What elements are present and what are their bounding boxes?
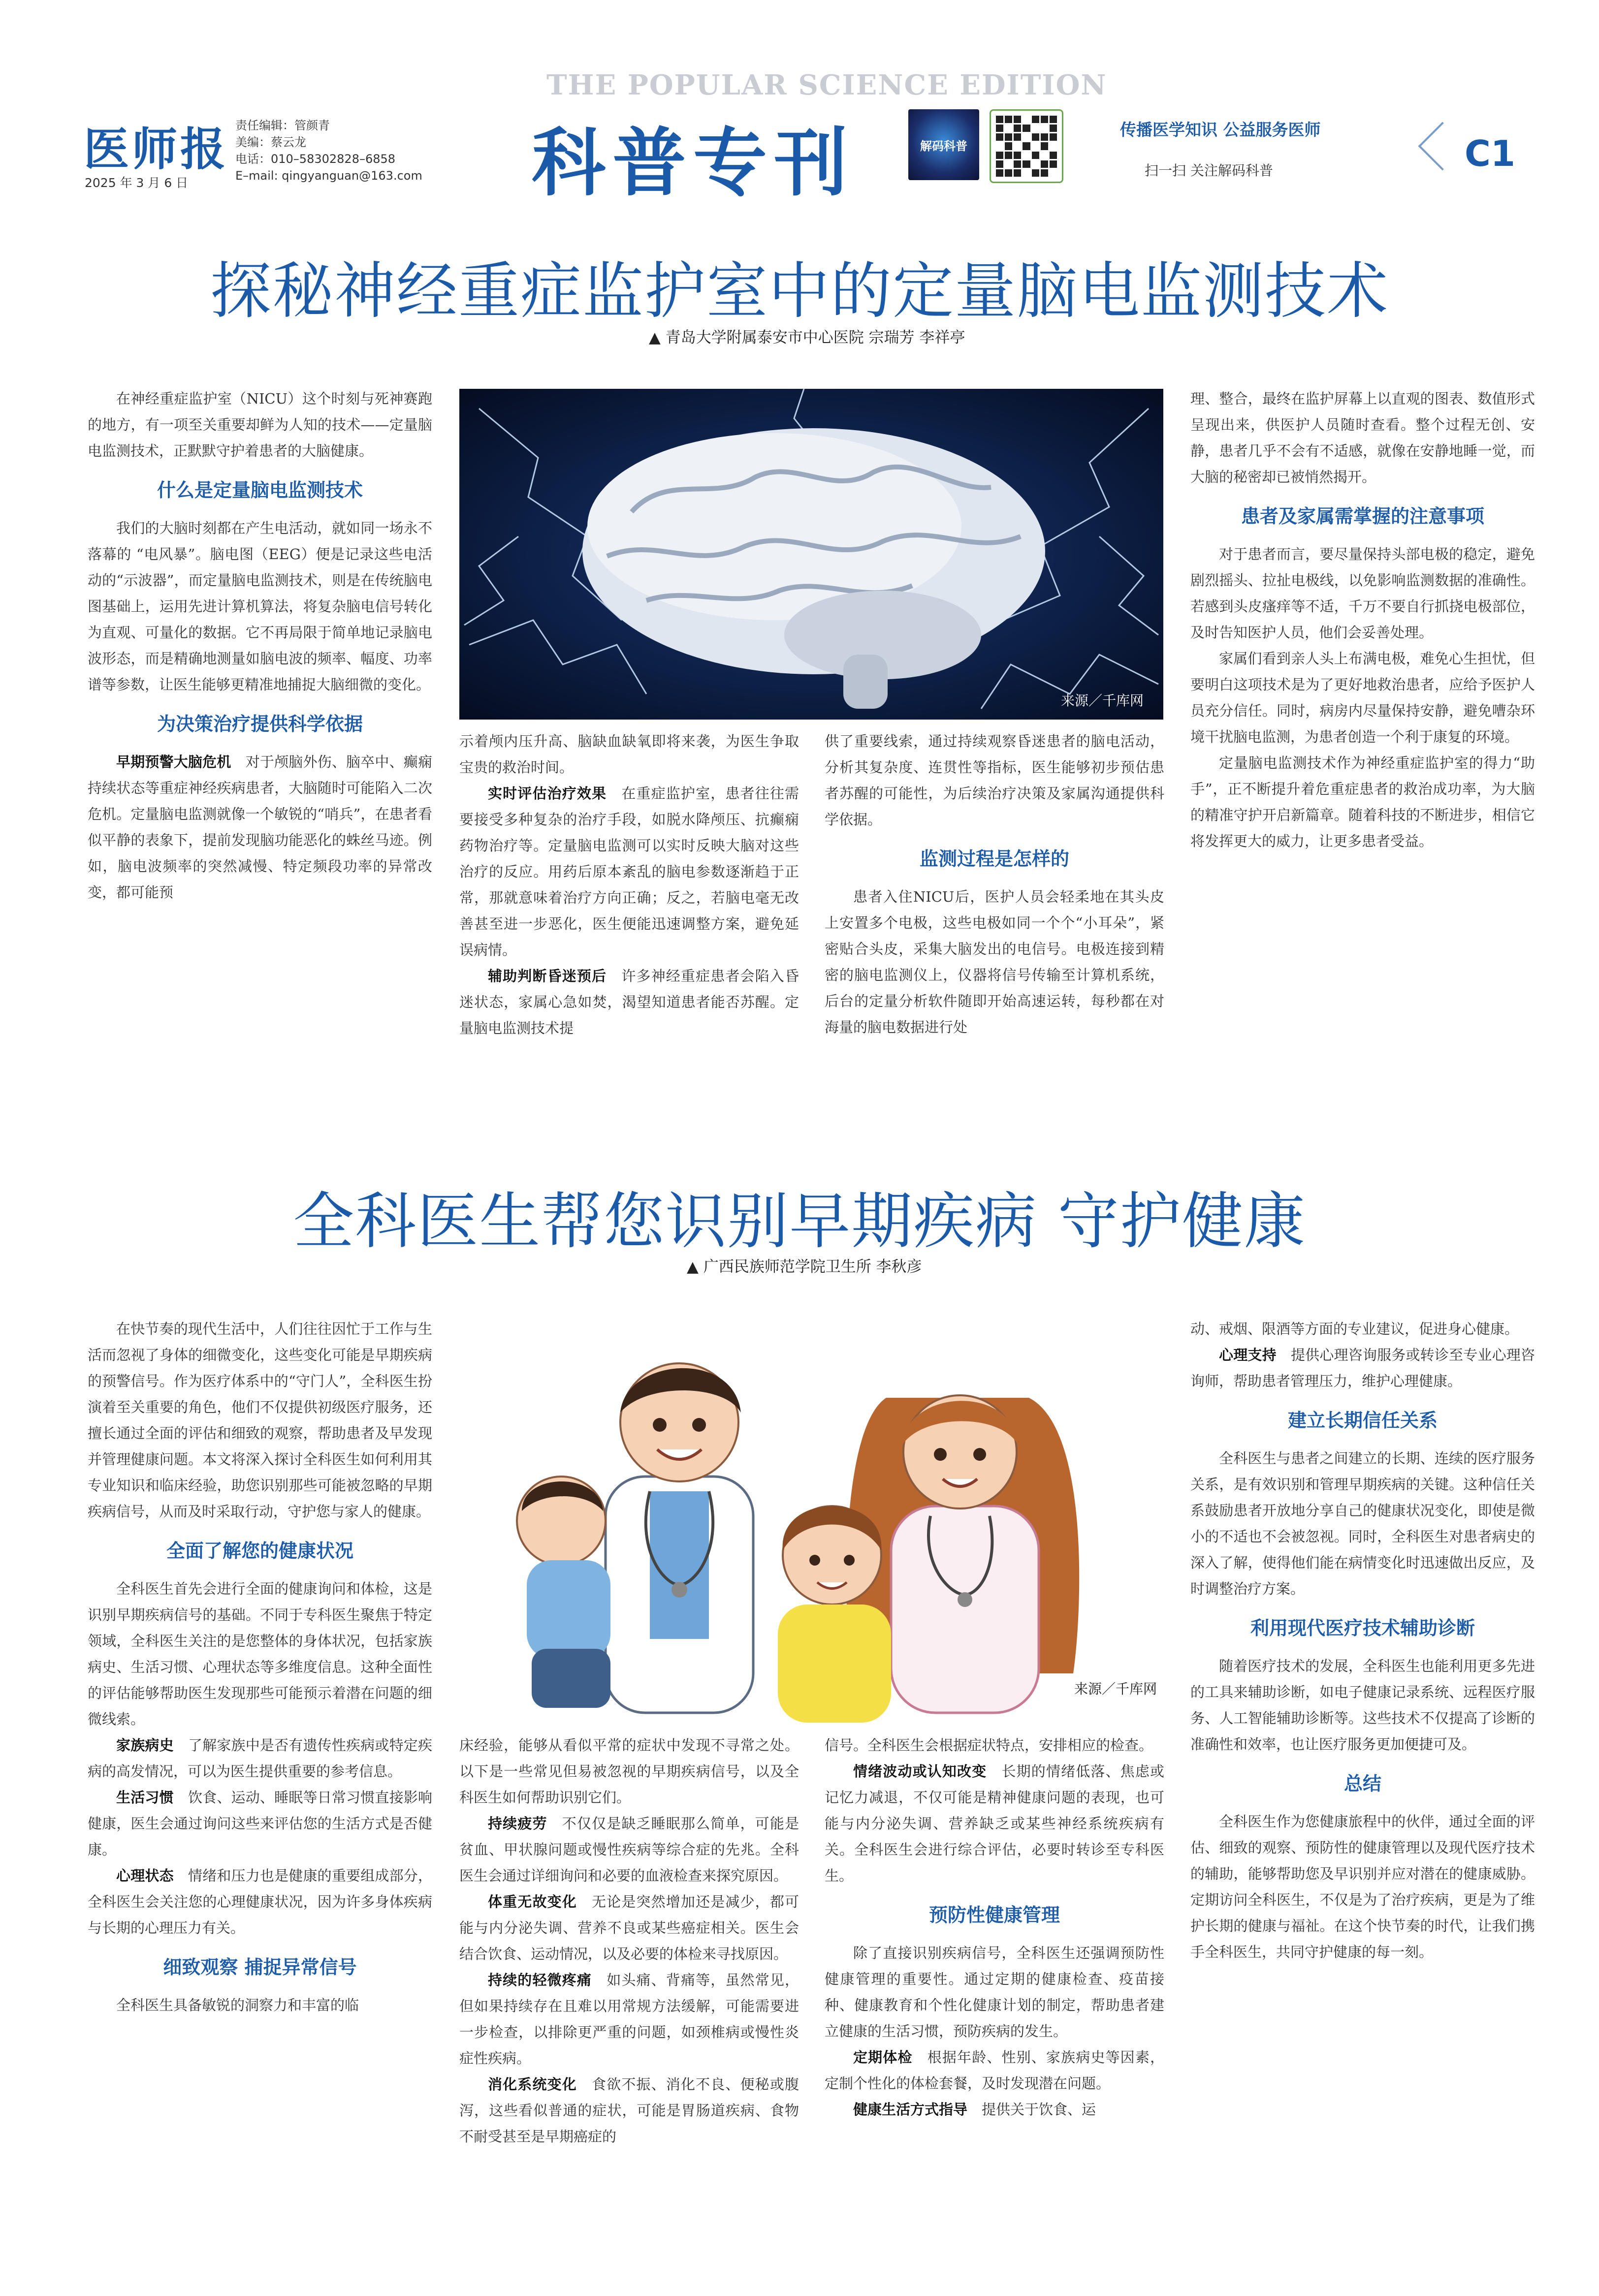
- family-svg: [458, 1329, 1167, 1723]
- paragraph: [459, 963, 799, 1041]
- lead-term: 健康生活方式指导: [853, 2101, 968, 2118]
- paragraph: [88, 749, 432, 906]
- paragraph-text: 如头痛、背痛等，虽然常见，但如果持续存在且难以用常规方法缓解，可能需要进一步检查，以排除更严重的问题，如颈椎病或慢性炎症性疾病。: [459, 1972, 799, 2067]
- lead-term: 辅助判断昏迷预后: [488, 968, 607, 984]
- article1-title: 探秘神经重症监护室中的定量脑电监测技术: [210, 256, 1389, 327]
- subheading: 细致观察 捕捉异常信号: [163, 1956, 357, 1978]
- promo-image: [908, 109, 979, 180]
- article2-column-4: [1190, 1316, 1535, 1965]
- editor-line: 美编：蔡云龙: [235, 135, 306, 149]
- article1-byline: ▲ 青岛大学附属泰安市中心医院 宗瑞芳 李祥亭: [649, 329, 965, 346]
- section-title: 科普专刊: [532, 121, 855, 206]
- paragraph: 我们的大脑时刻都在产生电活动，就如同一场永不落幕的 “电风暴”。脑电图（EEG）便是记录这些电活动的“示波器”，而定量脑电监测技术，则是在传统脑电图基础上，运用先进计算机算法，将复杂脑电信号转化为直观、可量化的数据。它不再局限于简单地记录脑电波形态，而是精确地测量如脑电波的频率、幅度、功率谱等参数，让医生能够更精准地捕捉大脑细微的变化。: [88, 520, 432, 693]
- qr-code-icon[interactable]: [990, 109, 1063, 183]
- paragraph-text: 根据年龄、性别、家族病史等因素，定制个性化的体检套餐，及时发现潜在问题。: [825, 2049, 1164, 2092]
- article2-column-2: [459, 1732, 799, 2150]
- lead-term: 生活习惯: [116, 1789, 174, 1806]
- subheading: 总结: [1343, 1773, 1381, 1794]
- paragraph: 全科医生作为您健康旅程中的伙伴，通过全面的评估、细致的观察、预防性的健康管理以及现代医疗技术的辅助，能够帮助您及早识别并应对潜在的健康威胁。定期访问全科医生，不仅是为了治疗疾病，更是为了维护长期的健康与福祉。在这个快节奏的时代，让我们携手全科医生，共同守护健康的每一刻。: [1190, 1813, 1535, 1960]
- paragraph: [825, 2044, 1164, 2097]
- figure-credit: 来源／千库网: [1074, 1681, 1157, 1697]
- editor-info: [235, 117, 422, 184]
- paragraph: 家属们看到亲人头上布满电极，难免心生担忧，但要明白这项技术是为了更好地救治患者，应给予医护人员充分信任。同时，病房内尽量保持安静，避免嘈杂环境干扰脑电监测，为患者创造一个利于康复的环境。: [1190, 650, 1535, 745]
- paragraph-text: 情绪和压力也是健康的重要组成部分，全科医生会关注您的心理健康状况，因为许多身体疾病与长期的心理压力有关。: [88, 1867, 432, 1936]
- editor-line: 责任编辑：管颜青: [235, 119, 330, 132]
- subheading: 建立长期信任关系: [1287, 1410, 1438, 1431]
- paragraph: 信号。全科医生会根据症状特点，安排相应的检查。: [825, 1737, 1153, 1754]
- paragraph-text: 长期的情绪低落、焦虑或记忆力减退，不仅可能是精神健康问题的表现，也可能与内分泌失调、营养缺乏或某些神经系统疾病有关。全科医生会进行综合评估，必要时转诊至专科医生。: [825, 1763, 1164, 1884]
- paragraph: 全科医生与患者之间建立的长期、连续的医疗服务关系，是有效识别和管理早期疾病的关键。这种信任关系鼓励患者开放地分享自己的健康状况变化，即使是微小的不适也不会被忽视。同时，全科医生对患者病史的深入了解，使得他们能在病情变化时迅速做出反应，及时调整治疗方案。: [1190, 1450, 1535, 1597]
- lead-term: 持续疲劳: [488, 1815, 547, 1832]
- paragraph-text: 食欲不振、消化不良、便秘或腹泻，这些看似普通的症状，可能是胃肠道疾病、食物不耐受甚至是早期癌症的: [459, 2076, 799, 2145]
- lead-term: 体重无故变化: [488, 1893, 577, 1910]
- lead-term: 早期预警大脑危机: [116, 754, 231, 770]
- publication-date: 2025 年 3 月 6 日: [85, 176, 189, 190]
- editor-line: 电话：010–58302828–6858: [235, 152, 396, 166]
- slogan: 传播医学知识 公益服务医师: [1120, 120, 1321, 139]
- lead-term: 家族病史: [116, 1737, 174, 1754]
- paragraph: 全科医生具备敏锐的洞察力和丰富的临: [116, 1997, 359, 2013]
- paragraph: [88, 1863, 432, 1941]
- paragraph: 动、戒烟、限酒等方面的专业建议，促进身心健康。: [1190, 1321, 1519, 1337]
- newspaper-logo: 医师报: [84, 123, 229, 176]
- subheading: 为决策治疗提供科学依据: [157, 713, 363, 735]
- paragraph: 对于患者而言，要尽量保持头部电极的稳定，避免剧烈摇头、拉扯电极线，以免影响监测数据的准确性。若感到头皮瘙痒等不适，千万不要自行抓挠电极部位，及时告知医护人员，他们会妥善处理。: [1190, 546, 1535, 641]
- article1-column-4: [1190, 386, 1535, 854]
- article1-column-1: [88, 386, 432, 906]
- paragraph-text: 对于颅脑外伤、脑卒中、癫痫持续状态等重症神经疾病患者，大脑随时可能陷入二次危机。定量脑电监测就像一个敏锐的“哨兵”，在患者看似平静的表象下，提前发现脑功能恶化的蛛丝马迹。例如，脑电波频率的突然减慢、特定频段功率的异常改变，都可能预: [88, 754, 432, 901]
- paragraph: 患者入住NICU后，医护人员会轻柔地在其头皮上安置多个电极，这些电极如同一个个“小耳朵”，紧密贴合头皮，采集大脑发出的电信号。电极连接到精密的脑电监测仪上，仪器将信号传输至计算机系统，后台的定量分析软件随即开始高速运转，每秒都在对海量的脑电数据进行处: [825, 888, 1164, 1036]
- paragraph: 示着颅内压升高、脑缺血缺氧即将来袭，为医生争取宝贵的救治时间。: [459, 733, 799, 776]
- editor-line: E–mail: qingyanguan@163.com: [235, 169, 422, 183]
- paragraph: 供了重要线索，通过持续观察昏迷患者的脑电活动，分析其复杂度、连贯性等指标，医生能够初步预估患者苏醒的可能性，为后续治疗决策及家属沟通提供科学依据。: [825, 733, 1164, 828]
- article2-byline: ▲ 广西民族师范学院卫生所 李秋彦: [687, 1258, 922, 1276]
- lead-term: 实时评估治疗效果: [488, 785, 607, 802]
- paragraph-text: 提供心理咨询服务或转诊至专业心理咨询师，帮助患者管理压力，维护心理健康。: [1190, 1347, 1535, 1389]
- paragraph-text: 提供关于饮食、运: [982, 2101, 1096, 2118]
- paragraph-text: 不仅仅是缺乏睡眠那么简单，可能是贫血、甲状腺问题或慢性疾病等综合症的先兆。全科医生会通过详细询问和必要的血液检查来探究原因。: [459, 1815, 799, 1884]
- scan-hint: 扫一扫 关注解码科普: [1145, 162, 1273, 179]
- figure-credit: 来源／千库网: [1060, 692, 1144, 709]
- article2-column-1: [88, 1316, 432, 2018]
- subheading: 什么是定量脑电监测技术: [157, 479, 363, 501]
- subheading: 监测过程是怎样的: [919, 848, 1069, 870]
- lead-term: 持续的轻微疼痛: [488, 1972, 592, 1988]
- paragraph: [459, 1811, 799, 1889]
- promo-label: 解码科普: [920, 139, 967, 153]
- paragraph: 理、整合，最终在监护屏幕上以直观的图表、数值形式呈现出来，供医护人员随时查看。整个过程无创、安静，患者几乎不会有不适感，就像在安静地睡一觉，而大脑的秘密却已被悄然揭开。: [1190, 390, 1535, 485]
- paragraph: 全科医生首先会进行全面的健康询问和体检，这是识别早期疾病信号的基础。不同于专科医生聚焦于特定领域，全科医生关注的是您整体的身体状况，包括家族病史、生活习惯、心理状态等多维度信息。这种全面性的评估能够帮助医生发现那些可能预示着潜在问题的细微线索。: [88, 1580, 432, 1728]
- paragraph: [1190, 1342, 1535, 1394]
- paragraph-text: 无论是突然增加还是减少，都可能与内分泌失调、营养不良或某些癌症相关。医生会结合饮食、运动情况，以及必要的体检来寻找原因。: [459, 1893, 799, 1962]
- page-number: C1: [1465, 133, 1515, 174]
- edition-title-en: THE POPULAR SCIENCE EDITION: [546, 69, 1107, 101]
- paragraph: [459, 781, 799, 963]
- doctor-family-illustration: [458, 1329, 1167, 1723]
- paragraph-text: 饮食、运动、睡眠等日常习惯直接影响健康，医生会通过询问这些来评估您的生活方式是否健康。: [88, 1789, 432, 1858]
- article2-column-3: [825, 1732, 1164, 2123]
- subheading: 利用现代医疗技术辅助诊断: [1250, 1617, 1475, 1639]
- paragraph: [459, 1967, 799, 2072]
- brain-illustration: [459, 389, 1163, 720]
- article2-title: 全科医生帮您识别早期疾病 守护健康: [293, 1186, 1306, 1257]
- paragraph: [88, 1785, 432, 1863]
- paragraph: 在快节奏的现代生活中，人们往往因忙于工作与生活而忽视了身体的细微变化，这些变化可能是早期疾病的预警信号。作为医疗体系中的“守门人”，全科医生扮演着至关重要的角色，他们不仅提供初级医疗服务，还擅长通过全面的评估和细致的观察，帮助患者及早发现并管理健康问题。本文将深入探讨全科医生如何利用其专业知识和临床经验，助您识别那些可能被忽略的早期疾病信号，从而及时采取行动，守护您与家人的健康。: [88, 1321, 432, 1520]
- chevron-left-icon: [1418, 122, 1467, 171]
- paragraph: 在神经重症监护室（NICU）这个时刻与死神赛跑的地方，有一项至关重要却鲜为人知的技术——定量脑电监测技术，正默默守护着患者的大脑健康。: [88, 390, 432, 459]
- paragraph-text: 了解家族中是否有遗传性疾病或特定疾病的高发情况，可以为医生提供重要的参考信息。: [88, 1737, 432, 1780]
- paragraph: [825, 2097, 1164, 2123]
- article1-column-3: [825, 728, 1164, 1040]
- lead-term: 心理状态: [116, 1867, 174, 1884]
- paragraph: 随着医疗技术的发展，全科医生也能利用更多先进的工具来辅助诊断，如电子健康记录系统、远程医疗服务、人工智能辅助诊断等。这些技术不仅提高了诊断的准确性和效率，也让医疗服务更加便捷可及。: [1190, 1658, 1535, 1753]
- brain-lightning-svg: [459, 389, 1163, 720]
- lead-term: 消化系统变化: [488, 2076, 577, 2093]
- paragraph-text: 在重症监护室，患者往往需要接受多种复杂的治疗手段，如脱水降颅压、抗癫痫药物治疗等。定量脑电监测可以实时反映大脑对这些治疗的反应。用药后原本紊乱的脑电参数逐渐趋于正常，那就意味着治疗方向正确；反之，若脑电毫无改善甚至进一步恶化，医生便能迅速调整方案，避免延误病情。: [459, 785, 799, 958]
- paragraph: [459, 1889, 799, 1967]
- lead-term: 心理支持: [1219, 1347, 1277, 1363]
- subheading: 预防性健康管理: [928, 1904, 1060, 1926]
- paragraph: 床经验，能够从看似平常的症状中发现不寻常之处。以下是一些常见但易被忽视的早期疾病信号，以及全科医生如何帮助识别它们。: [459, 1737, 799, 1806]
- paragraph: 除了直接识别疾病信号，全科医生还强调预防性健康管理的重要性。通过定期的健康检查、疫苗接种、健康教育和个性化健康计划的制定，帮助患者建立健康的生活习惯，预防疾病的发生。: [825, 1945, 1164, 2040]
- paragraph: [459, 2072, 799, 2150]
- article1-column-2: [459, 728, 799, 1041]
- paragraph-text: 许多神经重症患者会陷入昏迷状态，家属心急如焚，渴望知道患者能否苏醒。定量脑电监测技术提: [459, 968, 799, 1037]
- subheading: 全面了解您的健康状况: [166, 1540, 353, 1562]
- paragraph: [88, 1732, 432, 1785]
- paragraph: 定量脑电监测技术作为神经重症监护室的得力“助手”，正不断提升着危重症患者的救治成功率，为大脑的精准守护开启新篇章。随着科技的不断进步，相信它将发挥更大的威力，让更多患者受益。: [1190, 755, 1535, 849]
- lead-term: 定期体检: [853, 2049, 913, 2066]
- paragraph: [825, 1759, 1164, 1889]
- subheading: 患者及家属需掌握的注意事项: [1241, 505, 1484, 527]
- lead-term: 情绪波动或认知改变: [853, 1763, 987, 1780]
